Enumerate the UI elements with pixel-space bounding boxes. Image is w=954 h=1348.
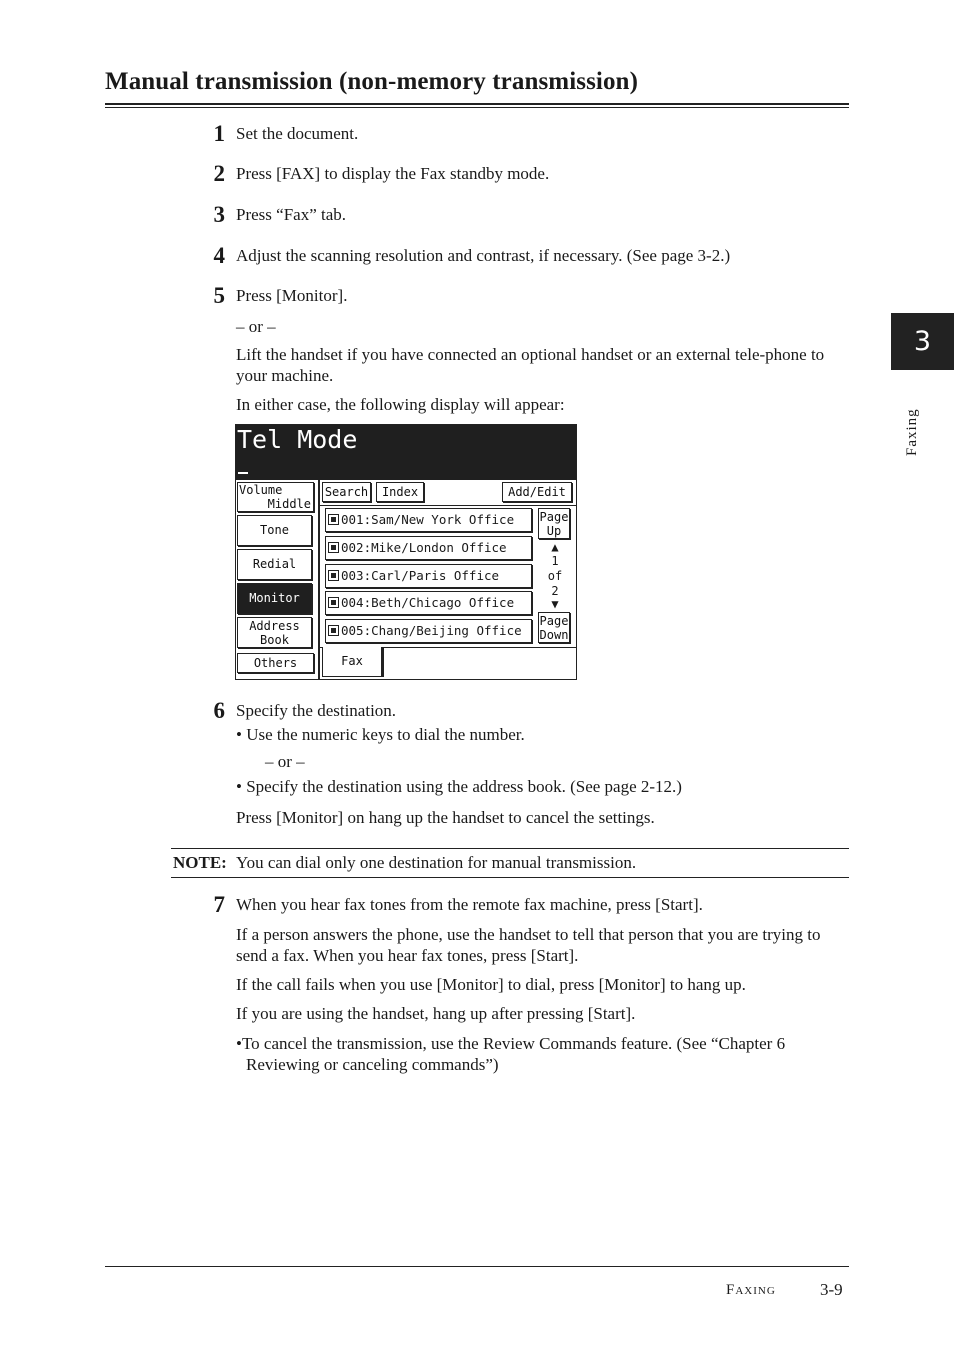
entry-label: 004:Beth/Chicago Office: [341, 595, 515, 610]
lcd-title: Tel Mode: [237, 425, 358, 454]
page-up-label: Page: [539, 510, 569, 524]
note-label: NOTE:: [173, 853, 227, 872]
address-entry[interactable]: [325, 508, 532, 532]
chapter-label-text: Faxing: [904, 408, 920, 456]
entry-label: 002:Mike/London Office: [341, 540, 507, 555]
step-paragraph: In either case, the following display will appear:: [236, 395, 565, 414]
lcd-screen: [235, 424, 577, 680]
top-divider: [320, 505, 576, 506]
page-number: 3-9: [820, 1280, 843, 1299]
fax-icon: [328, 542, 339, 553]
address-book-label: Book: [260, 633, 289, 647]
entry-label: 005:Chang/Beijing Office: [341, 623, 522, 638]
page-title: Manual transmission (non-memory transmission): [105, 68, 638, 95]
note-text: You can dial only one destination for manual transmission.: [236, 853, 637, 872]
page-up-label: Up: [546, 524, 562, 538]
step-bullet: • Specify the destination using the address book. (See page 2-12.): [236, 777, 682, 796]
address-entry[interactable]: [325, 591, 532, 615]
step-text: Specify the destination.: [236, 701, 397, 720]
step-text: Set the document.: [236, 124, 359, 143]
step-text: Press [FAX] to display the Fax standby mode.: [236, 164, 550, 183]
entry-label: 001:Sam/New York Office: [341, 512, 515, 527]
step-bullet: •To cancel the transmission, use the Review Commands feature. (See “Chapter 6 Reviewing or canceling commands”): [236, 1034, 786, 1074]
step-text: When you hear fax tones from the remote fax machine, press [Start].: [236, 895, 703, 914]
fax-icon: [328, 597, 339, 608]
step-paragraph: Press [Monitor] on hang up the handset to cancel the settings.: [236, 808, 655, 827]
page-total: 2: [551, 584, 559, 598]
volume-label: Volume: [239, 483, 283, 497]
fax-icon: [328, 514, 339, 525]
arrow-down-icon: ▼: [551, 597, 559, 611]
search-button[interactable]: Search: [322, 482, 371, 502]
step-number: 1: [213, 121, 225, 146]
chapter-tab: 3: [891, 313, 954, 370]
note-top-rule: [171, 848, 849, 849]
page-current: 1: [551, 554, 559, 568]
step-paragraph: If a person answers the phone, use the handset to tell that person that you are trying to send a fax. When you hear fax tones, press [Start].: [236, 925, 821, 965]
chapter-side-label: [902, 388, 926, 458]
tone-button[interactable]: Tone: [237, 515, 312, 546]
fax-icon: [328, 570, 339, 581]
page-down-label: Down: [539, 628, 569, 642]
step-number: 5: [213, 283, 225, 308]
step-paragraph: If the call fails when you use [Monitor] to dial, press [Monitor] to hang up.: [236, 975, 746, 994]
address-entry[interactable]: [325, 619, 532, 643]
monitor-button[interactable]: Monitor: [237, 583, 312, 614]
title-rule: [105, 103, 849, 105]
volume-value: Middle: [267, 497, 311, 511]
lcd-header: [236, 425, 576, 480]
or-separator: – or –: [265, 752, 305, 771]
address-book-button[interactable]: [237, 617, 312, 648]
title-rule-thin: [105, 107, 849, 108]
volume-button[interactable]: [237, 482, 314, 512]
tab-fax[interactable]: Fax: [322, 647, 382, 677]
address-entry[interactable]: [325, 564, 532, 588]
arrow-up-icon: ▲: [551, 540, 559, 554]
or-separator: – or –: [236, 317, 276, 336]
step-paragraph: Lift the handset if you have connected an optional handset or an external tele-phone to your machine.: [236, 345, 825, 385]
add-edit-button[interactable]: Add/Edit: [502, 482, 572, 502]
entry-label: 003:Carl/Paris Office: [341, 568, 500, 583]
step-number: 2: [213, 161, 225, 186]
step-number: 4: [213, 243, 225, 268]
column-divider: [318, 480, 320, 679]
footer-section: Faxing: [726, 1282, 776, 1298]
address-book-label: Address: [249, 619, 300, 633]
lcd-cursor: [238, 472, 248, 474]
index-button[interactable]: Index: [376, 482, 424, 502]
fax-icon: [328, 625, 339, 636]
footer-rule: [105, 1266, 849, 1267]
redial-button[interactable]: Redial: [237, 549, 312, 580]
step-text: Press [Monitor].: [236, 286, 348, 305]
note-bottom-rule: [171, 877, 849, 878]
page-down-button[interactable]: [538, 612, 570, 643]
step-text: Adjust the scanning resolution and contrast, if necessary. (See page 3-2.): [236, 246, 731, 265]
step-number: 6: [213, 698, 225, 723]
address-entry[interactable]: [325, 536, 532, 560]
step-bullet: • Use the numeric keys to dial the number.: [236, 725, 525, 744]
step-text: Press “Fax” tab.: [236, 205, 347, 224]
page-of: of: [547, 569, 563, 583]
step-number: 3: [213, 202, 225, 227]
step-number: 7: [213, 892, 225, 917]
page-down-label: Page: [539, 614, 569, 628]
page-up-button[interactable]: [538, 508, 570, 539]
step-paragraph: If you are using the handset, hang up after pressing [Start].: [236, 1004, 636, 1023]
others-button[interactable]: Others: [237, 653, 314, 673]
